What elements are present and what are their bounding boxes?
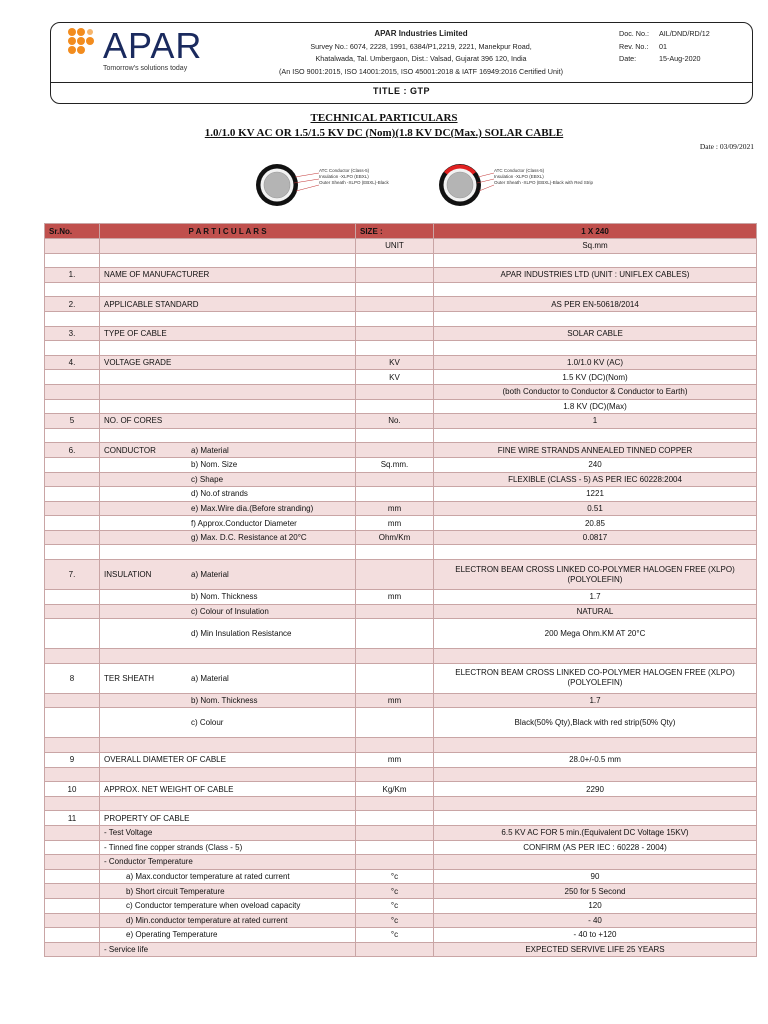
cell-particular xyxy=(100,253,356,268)
table-row xyxy=(45,428,757,443)
cell-value: 1 xyxy=(434,414,757,429)
cell-unit xyxy=(356,811,434,826)
table-row xyxy=(45,516,757,531)
cell-sr-no: 4. xyxy=(45,355,100,370)
table-row xyxy=(45,253,757,268)
cell-particular xyxy=(100,530,356,545)
cell-unit xyxy=(356,326,434,341)
cell-sr-no xyxy=(45,590,100,605)
table-row xyxy=(45,487,757,502)
company-logo xyxy=(67,27,217,73)
table-row xyxy=(45,530,757,545)
cell-unit xyxy=(356,428,434,443)
cell-value: - 40 to +120 xyxy=(434,928,757,943)
particular-sub-item: b) Nom. Size xyxy=(191,460,238,470)
table-row xyxy=(45,693,757,708)
particular-name: - Service life xyxy=(104,945,149,955)
cell-particular xyxy=(100,708,356,738)
cell-unit: Ohm/Km xyxy=(356,530,434,545)
cell-particular xyxy=(100,370,356,385)
cell-value: 1.8 KV (DC)(Max) xyxy=(434,399,757,414)
cell-particular xyxy=(100,457,356,472)
particular-name: - Tinned fine copper strands (Class - 5) xyxy=(104,842,243,852)
particular-name: - Test Voltage xyxy=(104,828,153,838)
cell-sr-no xyxy=(45,693,100,708)
label-conductor: ATC Conductor (Class-5) xyxy=(494,168,545,173)
header-size-label: SIZE : xyxy=(356,224,434,239)
cell-sr-no xyxy=(45,545,100,560)
cell-particular xyxy=(100,604,356,619)
header-sr: Sr.No. xyxy=(45,224,100,239)
particular-sub-item: a) Material xyxy=(191,570,229,580)
cell-sr-no xyxy=(45,253,100,268)
cell-value xyxy=(434,796,757,811)
cell-sr-no: 3. xyxy=(45,326,100,341)
cell-value xyxy=(434,253,757,268)
cell-sr-no xyxy=(45,855,100,870)
cell-sr-no xyxy=(45,913,100,928)
particular-name: b) Short circuit Temperature xyxy=(126,886,225,896)
cable-section-red-strip-icon xyxy=(430,155,494,215)
cell-unit: °c xyxy=(356,869,434,884)
cell-particular xyxy=(100,869,356,884)
cell-sr-no xyxy=(45,457,100,472)
table-row xyxy=(45,884,757,899)
cell-particular xyxy=(100,619,356,649)
cell-sr-no xyxy=(45,942,100,957)
cell-unit: KV xyxy=(356,355,434,370)
cell-sr-no: 9 xyxy=(45,753,100,768)
cell-particular xyxy=(100,501,356,516)
cell-sr-no xyxy=(45,341,100,356)
cell-sr-no xyxy=(45,708,100,738)
particular-sub-item: c) Colour of Insulation xyxy=(191,606,269,616)
address-line-1: Survey No.: 6074, 2228, 1991, 6384/P1,2219, 2221, Manekpur Road, xyxy=(310,41,532,51)
label-sheath: Outer Sheath -XLPO (EBXL)-Black with Red Strip xyxy=(494,180,594,185)
cell-value xyxy=(434,545,757,560)
cell-sr-no: 11 xyxy=(45,811,100,826)
cell-particular xyxy=(100,239,356,254)
cell-particular xyxy=(100,384,356,399)
cell-value: 1.0/1.0 KV (AC) xyxy=(434,355,757,370)
particular-name: - Conductor Temperature xyxy=(104,857,193,867)
particular-name: APPLICABLE STANDARD xyxy=(104,299,199,309)
table-row xyxy=(45,913,757,928)
cell-particular xyxy=(100,428,356,443)
cell-particular xyxy=(100,782,356,797)
cell-sr-no xyxy=(45,796,100,811)
cell-particular xyxy=(100,738,356,753)
table-row xyxy=(45,326,757,341)
company-name: APAR Industries Limited xyxy=(374,29,468,38)
particular-name: TYPE OF CABLE xyxy=(104,328,167,338)
table-row xyxy=(45,796,757,811)
cell-value: - 40 xyxy=(434,913,757,928)
cell-value xyxy=(434,811,757,826)
cell-unit xyxy=(356,268,434,283)
cell-value: 2290 xyxy=(434,782,757,797)
cell-particular xyxy=(100,399,356,414)
cell-value: SOLAR CABLE xyxy=(434,326,757,341)
cell-particular xyxy=(100,855,356,870)
particular-sub-item: c) Shape xyxy=(191,474,224,484)
cell-unit: mm xyxy=(356,753,434,768)
table-row xyxy=(45,472,757,487)
doc-no: AIL/DND/RD/12 xyxy=(659,29,710,38)
cell-sr-no xyxy=(45,649,100,664)
table-row xyxy=(45,942,757,957)
cell-sr-no xyxy=(45,767,100,782)
cell-value: ELECTRON BEAM CROSS LINKED CO-POLYMER HALOGEN FREE (XLPO) (POLYOLEFIN) xyxy=(434,560,757,590)
cell-value xyxy=(434,855,757,870)
cell-sr-no: 5 xyxy=(45,414,100,429)
cell-value xyxy=(434,649,757,664)
cell-particular xyxy=(100,913,356,928)
certifications: (An ISO 9001:2015, ISO 14001:2015, ISO 45001:2018 & IATF 16949:2016 Certified Unit) xyxy=(279,66,563,76)
cell-particular xyxy=(100,516,356,531)
table-row xyxy=(45,898,757,913)
particular-name: NO. OF CORES xyxy=(104,416,163,426)
cell-unit xyxy=(356,311,434,326)
particular-name: CONDUCTOR xyxy=(104,445,156,455)
particular-sub-item: a) Material xyxy=(191,673,229,683)
cell-particular xyxy=(100,326,356,341)
cell-unit: mm xyxy=(356,693,434,708)
table-row xyxy=(45,811,757,826)
cell-unit xyxy=(356,619,434,649)
particular-name: c) Conductor temperature when oveload capacity xyxy=(126,901,301,911)
header-date: 15-Aug-2020 xyxy=(659,54,701,63)
table-row xyxy=(45,708,757,738)
table-row xyxy=(45,311,757,326)
cell-unit xyxy=(356,384,434,399)
cell-particular xyxy=(100,928,356,943)
apar-mark-icon xyxy=(67,27,97,57)
particular-name: d) Min.conductor temperature at rated current xyxy=(126,915,288,925)
cell-unit xyxy=(356,604,434,619)
particular-name: OVERALL DIAMETER OF CABLE xyxy=(104,755,226,765)
cell-particular xyxy=(100,796,356,811)
cell-sr-no xyxy=(45,928,100,943)
rev-no-label: Rev. No.: xyxy=(619,41,649,51)
particular-sub-item: d) Min Insulation Resistance xyxy=(191,629,292,639)
table-row xyxy=(45,840,757,855)
particular-name: TER SHEATH xyxy=(104,673,155,683)
particular-name: INSULATION xyxy=(104,570,152,580)
label-conductor: ATC Conductor (Class-5) xyxy=(319,168,370,173)
cell-unit: mm xyxy=(356,590,434,605)
particular-name: APPROX. NET WEIGHT OF CABLE xyxy=(104,784,234,794)
cell-value: 1.7 xyxy=(434,590,757,605)
cell-unit xyxy=(356,840,434,855)
cell-sr-no xyxy=(45,384,100,399)
header-title: TITLE : GTP xyxy=(373,86,430,96)
cell-particular xyxy=(100,942,356,957)
cell-unit xyxy=(356,738,434,753)
table-row xyxy=(45,560,757,590)
cable-section-icon xyxy=(255,155,319,215)
particular-sub-item: a) Material xyxy=(191,445,229,455)
cell-unit: Sq.mm. xyxy=(356,457,434,472)
cell-value: FLEXIBLE (CLASS - 5) AS PER IEC 60228:2004 xyxy=(434,472,757,487)
particular-name: VOLTAGE GRADE xyxy=(104,358,172,368)
table-row xyxy=(45,738,757,753)
cell-sr-no: 7. xyxy=(45,560,100,590)
cell-unit xyxy=(356,560,434,590)
cell-sr-no xyxy=(45,869,100,884)
cell-value: 6.5 KV AC FOR 5 min.(Equivalent DC Voltage 15KV) xyxy=(434,826,757,841)
cell-unit xyxy=(356,487,434,502)
cell-sr-no xyxy=(45,399,100,414)
cell-particular xyxy=(100,649,356,664)
cell-value: APAR INDUSTRIES LTD (UNIT : UNIFLEX CABLES) xyxy=(434,268,757,283)
document-info xyxy=(619,28,754,66)
cell-unit xyxy=(356,472,434,487)
cell-value: EXPECTED SERVIVE LIFE 25 YEARS xyxy=(434,942,757,957)
cell-value xyxy=(434,738,757,753)
date-label: Date: xyxy=(619,54,637,63)
cell-value: 1.5 KV (DC)(Nom) xyxy=(434,370,757,385)
table-row xyxy=(45,384,757,399)
cell-particular xyxy=(100,753,356,768)
table-row xyxy=(45,604,757,619)
cell-sr-no: 2. xyxy=(45,297,100,312)
cell-particular xyxy=(100,268,356,283)
cell-particular xyxy=(100,826,356,841)
cell-value: 1221 xyxy=(434,487,757,502)
label-sheath: Outer Sheath -XLPO (EBXL)-Black xyxy=(319,180,389,185)
cell-sr-no: 1. xyxy=(45,268,100,283)
cell-value xyxy=(434,311,757,326)
cell-particular xyxy=(100,811,356,826)
cell-particular xyxy=(100,311,356,326)
cell-unit xyxy=(356,649,434,664)
header-divider xyxy=(51,82,752,83)
cell-unit: UNIT xyxy=(356,239,434,254)
cell-unit xyxy=(356,443,434,458)
table-row xyxy=(45,545,757,560)
cell-value: Black(50% Qty),Black with red strip(50% Qty) xyxy=(434,708,757,738)
cell-unit xyxy=(356,545,434,560)
cell-particular xyxy=(100,884,356,899)
cell-particular xyxy=(100,282,356,297)
cell-particular xyxy=(100,840,356,855)
cell-particular xyxy=(100,560,356,590)
cell-particular xyxy=(100,341,356,356)
cell-sr-no xyxy=(45,840,100,855)
cell-unit xyxy=(356,826,434,841)
particular-sub-item: d) No.of strands xyxy=(191,489,248,499)
cell-particular xyxy=(100,297,356,312)
table-row xyxy=(45,399,757,414)
header-particulars: P A R T I C U L A R S xyxy=(100,224,356,239)
cell-sr-no xyxy=(45,487,100,502)
cell-unit: °c xyxy=(356,913,434,928)
document-date: Date : 03/09/2021 xyxy=(699,142,754,151)
cell-sr-no: 8 xyxy=(45,663,100,693)
cell-unit xyxy=(356,253,434,268)
cell-unit xyxy=(356,767,434,782)
cell-value: 28.0+/-0.5 mm xyxy=(434,753,757,768)
cell-value xyxy=(434,341,757,356)
table-row xyxy=(45,282,757,297)
cell-value: (both Conductor to Conductor & Conductor to Earth) xyxy=(434,384,757,399)
table-row xyxy=(45,826,757,841)
cell-value xyxy=(434,767,757,782)
cell-value: 0.0817 xyxy=(434,530,757,545)
document-heading: TECHNICAL PARTICULARS xyxy=(310,112,458,124)
table-row xyxy=(45,297,757,312)
cell-particular xyxy=(100,545,356,560)
particular-name: PROPERTY OF CABLE xyxy=(104,813,190,823)
table-row xyxy=(45,782,757,797)
cell-particular xyxy=(100,898,356,913)
cell-particular xyxy=(100,414,356,429)
cell-sr-no xyxy=(45,239,100,254)
header-size: 1 X 240 xyxy=(434,224,757,239)
cell-sr-no xyxy=(45,826,100,841)
table-row xyxy=(45,619,757,649)
table-row xyxy=(45,753,757,768)
table-row xyxy=(45,590,757,605)
particular-sub-item: e) Max.Wire dia.(Before stranding) xyxy=(191,503,314,513)
cell-particular xyxy=(100,693,356,708)
cell-unit xyxy=(356,297,434,312)
cell-particular xyxy=(100,590,356,605)
cell-particular xyxy=(100,472,356,487)
particular-name: NAME OF MANUFACTURER xyxy=(104,270,210,280)
cell-value: 250 for 5 Second xyxy=(434,884,757,899)
cell-value: AS PER EN-50618/2014 xyxy=(434,297,757,312)
table-row xyxy=(45,268,757,283)
cell-value: 1.7 xyxy=(434,693,757,708)
table-row xyxy=(45,239,757,254)
cell-sr-no xyxy=(45,472,100,487)
cell-unit: °c xyxy=(356,898,434,913)
cell-value: 90 xyxy=(434,869,757,884)
cell-sr-no xyxy=(45,428,100,443)
table-row xyxy=(45,649,757,664)
cell-particular xyxy=(100,443,356,458)
company-block xyxy=(251,28,591,78)
label-insulation: Insulation -XLPO (EBXL) xyxy=(319,174,369,179)
cell-particular xyxy=(100,355,356,370)
table-row xyxy=(45,855,757,870)
cell-unit: °c xyxy=(356,928,434,943)
doc-no-label: Doc. No.: xyxy=(619,29,649,38)
cell-value xyxy=(434,428,757,443)
cell-sr-no: 10 xyxy=(45,782,100,797)
table-row xyxy=(45,767,757,782)
cell-particular xyxy=(100,767,356,782)
cell-value: 120 xyxy=(434,898,757,913)
table-row xyxy=(45,414,757,429)
document-header xyxy=(50,22,753,104)
cell-sr-no xyxy=(45,282,100,297)
cell-unit xyxy=(356,399,434,414)
table-row xyxy=(45,869,757,884)
cell-value: 240 xyxy=(434,457,757,472)
cell-unit xyxy=(356,663,434,693)
cell-unit xyxy=(356,796,434,811)
cell-unit: mm xyxy=(356,516,434,531)
cell-unit: No. xyxy=(356,414,434,429)
cell-unit xyxy=(356,942,434,957)
cell-sr-no xyxy=(45,738,100,753)
table-row xyxy=(45,370,757,385)
cell-sr-no xyxy=(45,604,100,619)
address-line-2: Khatalwada, Tal. Umbergaon, Dist.: Valsad, Gujarat 396 120, India xyxy=(315,54,527,63)
cell-sr-no: 6. xyxy=(45,443,100,458)
label-insulation: Insulation -XLPO (EBXL) xyxy=(494,174,544,179)
cell-unit xyxy=(356,341,434,356)
cell-sr-no xyxy=(45,530,100,545)
cell-value: FINE WIRE STRANDS ANNEALED TINNED COPPER xyxy=(434,443,757,458)
cell-value: NATURAL xyxy=(434,604,757,619)
cell-value xyxy=(434,282,757,297)
particular-name: e) Operating Temperature xyxy=(126,930,218,940)
cell-value: 0.51 xyxy=(434,501,757,516)
document-subheading: 1.0/1.0 KV AC OR 1.5/1.5 KV DC (Nom)(1.8 KV DC(Max.) SOLAR CABLE xyxy=(204,127,564,139)
particular-sub-item: c) Colour xyxy=(191,718,224,728)
cell-unit: Kg/Km xyxy=(356,782,434,797)
logo-wordmark: APAR xyxy=(103,25,203,66)
cell-unit: KV xyxy=(356,370,434,385)
cell-value: CONFIRM (AS PER IEC : 60228 - 2004) xyxy=(434,840,757,855)
particular-sub-item: b) Nom. Thickness xyxy=(191,696,258,706)
cable-cross-section-red-strip xyxy=(430,155,660,215)
cell-value: 20.85 xyxy=(434,516,757,531)
table-row xyxy=(45,501,757,516)
technical-particulars-table xyxy=(44,223,757,957)
particular-sub-item: g) Max. D.C. Resistance at 20°C xyxy=(191,533,307,543)
cell-sr-no xyxy=(45,898,100,913)
table-row xyxy=(45,355,757,370)
cell-unit xyxy=(356,282,434,297)
rev-no: 01 xyxy=(659,41,667,51)
table-row xyxy=(45,663,757,693)
particular-name: a) Max.conductor temperature at rated current xyxy=(126,872,290,882)
particular-sub-item: f) Approx.Conductor Diameter xyxy=(191,518,297,528)
cell-value: Sq.mm xyxy=(434,239,757,254)
cell-sr-no xyxy=(45,619,100,649)
table-row xyxy=(45,457,757,472)
cell-sr-no xyxy=(45,516,100,531)
table-row xyxy=(45,443,757,458)
particular-sub-item: b) Nom. Thickness xyxy=(191,592,258,602)
cell-unit: °c xyxy=(356,884,434,899)
table-header-row xyxy=(45,224,757,239)
cell-sr-no xyxy=(45,370,100,385)
cell-unit xyxy=(356,708,434,738)
cell-value: 200 Mega Ohm.KM AT 20°C xyxy=(434,619,757,649)
cell-particular xyxy=(100,487,356,502)
cell-unit xyxy=(356,855,434,870)
cell-sr-no xyxy=(45,501,100,516)
logo-tagline: Tomorrow's solutions today xyxy=(103,65,188,72)
cell-sr-no xyxy=(45,884,100,899)
cell-sr-no xyxy=(45,311,100,326)
table-row xyxy=(45,928,757,943)
cell-value: ELECTRON BEAM CROSS LINKED CO-POLYMER HALOGEN FREE (XLPO) (POLYOLEFIN) xyxy=(434,663,757,693)
cell-unit: mm xyxy=(356,501,434,516)
cell-particular xyxy=(100,663,356,693)
table-row xyxy=(45,341,757,356)
